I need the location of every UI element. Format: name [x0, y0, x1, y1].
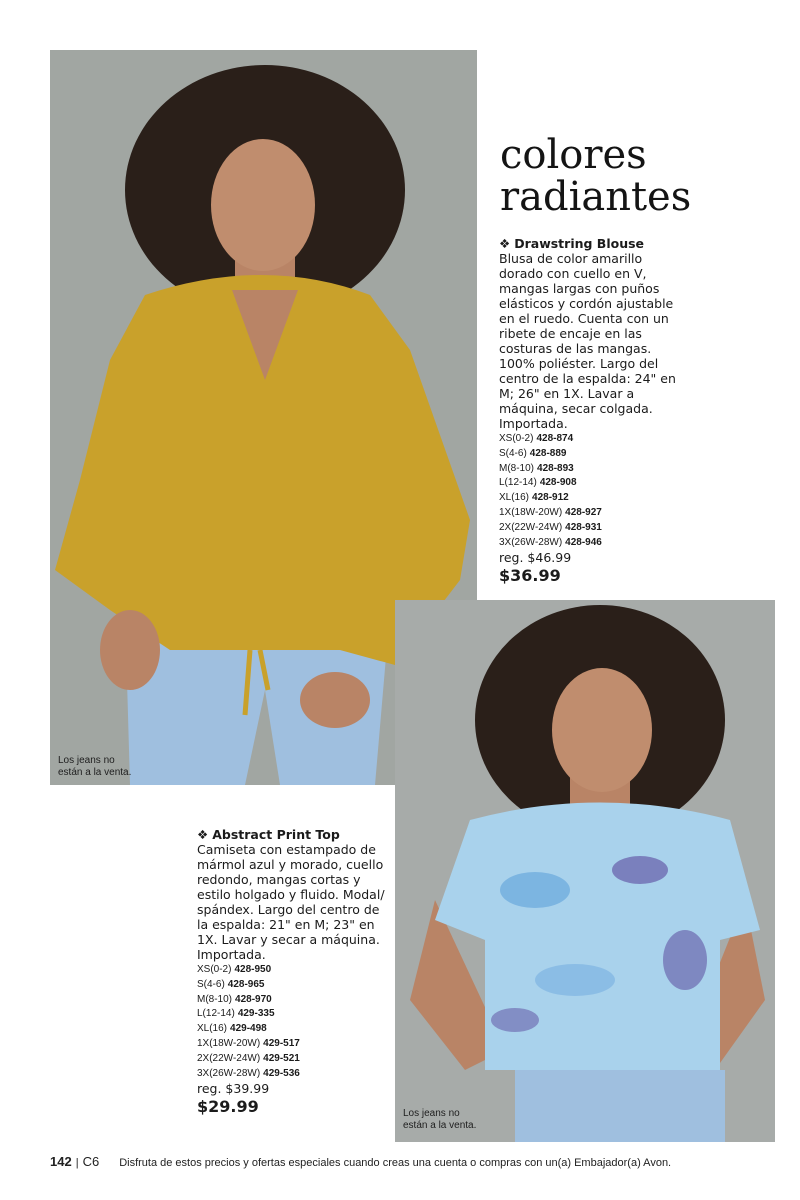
size-row: [197, 1037, 387, 1052]
item-code: 428-893: [537, 462, 574, 474]
size-label: 2X(22W-24W): [197, 1052, 261, 1064]
size-row: [197, 963, 387, 978]
size-label: L(12-14): [499, 477, 537, 489]
product-name-text: Abstract Print Top: [212, 827, 340, 842]
size-row: [499, 476, 679, 491]
size-row: [499, 521, 679, 536]
headline-line-2: radiantes: [500, 174, 692, 220]
size-label: XS(0-2): [197, 964, 232, 975]
size-label: 2X(22W-24W): [499, 521, 563, 533]
item-code: 429-335: [237, 1008, 275, 1020]
item-code: 429-521: [263, 1052, 300, 1064]
product-description: Blusa de color amarillo dorado con cuello en V, mangas largas con puños elásticos y cordón ajustable en el ruedo. Cuenta con un ribete de encaje en las costuras de las mangas. 100% poliéster. Largo del centro de la espalda: 24" en M; 26" en 1X. Lavar a máquina, secar colgada. Importada.: [499, 251, 676, 431]
size-label: S(4-6): [197, 978, 225, 990]
product-abstract-print-top: [197, 827, 387, 1118]
item-code: 428-908: [539, 477, 577, 489]
product-description: Camiseta con estampado de mármol azul y morado, cuello redondo, mangas cortas y estilo holgado y fluido. Modal/ spándex. Largo del centro de la espalda: 21" en M; 23" en 1X. Lavar y secar a máquina. Importada.: [197, 842, 385, 962]
item-code: 428-912: [532, 492, 569, 504]
size-row: [499, 506, 679, 521]
footer-note: Disfruta de estos precios y ofertas especiales cuando creas una cuenta o compras con un(a) Embajador(a) Avon.: [119, 1157, 672, 1169]
photo-note-jeans: Los jeans no están a la venta.: [403, 1108, 477, 1131]
size-label: 1X(18W-20W): [197, 1037, 261, 1049]
photo-abstract-print-top: [395, 600, 775, 1142]
size-list: [197, 963, 387, 1081]
product-drawstring-blouse: [499, 236, 679, 587]
size-list: [499, 432, 679, 550]
headline: [500, 134, 790, 218]
size-label: L(12-14): [197, 1008, 235, 1020]
item-code: 428-946: [565, 536, 602, 548]
size-row: [197, 1022, 387, 1037]
size-label: 3X(26W-28W): [197, 1067, 261, 1079]
size-row: [197, 1052, 387, 1067]
footer-separator: |: [75, 1157, 79, 1169]
size-row: [197, 1067, 387, 1082]
size-label: S(4-6): [499, 447, 527, 459]
headline-line-1: colores: [500, 132, 647, 178]
size-row: [499, 462, 679, 477]
sale-price: $36.99: [499, 566, 561, 586]
product-name: [197, 827, 387, 842]
item-code: 428-950: [234, 964, 272, 975]
sale-price: $29.99: [197, 1097, 259, 1117]
size-label: M(8-10): [499, 462, 535, 474]
size-row: [499, 491, 679, 506]
size-label: 1X(18W-20W): [499, 506, 563, 518]
size-label: XL(16): [499, 492, 530, 504]
size-label: XS(0-2): [499, 433, 534, 444]
item-code: 428-874: [536, 433, 574, 444]
page-footer: [50, 1154, 780, 1171]
photo-note-jeans: Los jeans no están a la venta.: [58, 755, 132, 778]
page-number: 142: [50, 1154, 72, 1169]
product-name-text: Drawstring Blouse: [514, 236, 645, 251]
diamond-bullet-icon: ❖: [499, 236, 511, 251]
product-name: [499, 236, 679, 251]
item-code: 428-965: [227, 978, 265, 990]
size-label: XL(16): [197, 1023, 228, 1035]
regular-price: reg. $39.99: [197, 1081, 270, 1097]
item-code: 428-889: [529, 447, 567, 459]
size-row: [197, 993, 387, 1008]
size-row: [499, 536, 679, 551]
item-code: 429-498: [230, 1023, 267, 1035]
item-code: 428-927: [565, 506, 602, 518]
size-label: 3X(26W-28W): [499, 536, 563, 548]
size-row: [197, 1007, 387, 1022]
item-code: 428-970: [235, 993, 272, 1005]
item-code: 429-536: [263, 1067, 300, 1079]
regular-price: reg. $46.99: [499, 550, 572, 566]
section-code: C6: [82, 1154, 100, 1169]
size-row: [197, 978, 387, 993]
item-code: 429-517: [263, 1037, 300, 1049]
size-label: M(8-10): [197, 993, 233, 1005]
item-code: 428-931: [565, 521, 602, 533]
model-print-top-image: [395, 600, 775, 1142]
size-row: [499, 432, 679, 447]
size-row: [499, 447, 679, 462]
diamond-bullet-icon: ❖: [197, 827, 209, 842]
